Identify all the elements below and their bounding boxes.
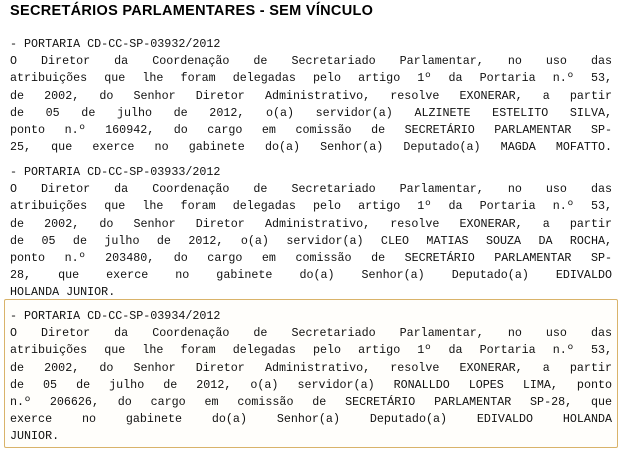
portaria-text-line: de 2002, do Senhor Diretor Administrativo, resolve EXONERAR, a partir [10, 88, 612, 103]
section-heading: SECRETÁRIOS PARLAMENTARES - SEM VÍNCULO [10, 3, 374, 19]
portaria-text-line: O Diretor da Coordenação de Secretariado Parlamentar, no uso das [10, 326, 612, 341]
portaria-text-line: O Diretor da Coordenação de Secretariado Parlamentar, no uso das [10, 54, 612, 69]
portaria-block-1 [10, 36, 612, 156]
portaria-text-line: de 2002, do Senhor Diretor Administrativo, resolve EXONERAR, a partir [10, 360, 612, 375]
portaria-text-line: exerce no gabinete do(a) Senhor(a) Deputado(a) EDIVALDO HOLANDA [10, 412, 612, 427]
portaria-text-line: de 05 de julho de 2012, o(a) servidor(a) CLEO MATIAS SOUZA DA ROCHA, [10, 233, 612, 248]
portaria-block-3 [10, 308, 612, 446]
portaria-text-line: de 05 de julho de 2012, o(a) servidor(a) ALZINETE ESTELITO SILVA, [10, 105, 612, 120]
portaria-text-line: 25, que exerce no gabinete do(a) Senhor(a) Deputado(a) MAGDA MOFATTO. [10, 140, 612, 155]
portaria-text-line: atribuições que lhe foram delegadas pelo artigo 1º da Portaria n.º 53, [10, 343, 612, 358]
portaria-text-line: ponto n.º 160942, do cargo em comissão de SECRETÁRIO PARLAMENTAR SP- [10, 122, 612, 137]
portaria-text-line: HOLANDA JUNIOR. [10, 285, 116, 300]
portaria-text-line: de 05 de julho de 2012, o(a) servidor(a) RONALLDO LOPES LIMA, ponto [10, 377, 612, 392]
portaria-text-line: de 2002, do Senhor Diretor Administrativo, resolve EXONERAR, a partir [10, 216, 612, 231]
portaria-block-2 [10, 164, 612, 302]
portaria-text-line: ponto n.º 203480, do cargo em comissão de SECRETÁRIO PARLAMENTAR SP- [10, 250, 612, 265]
portaria-number: - PORTARIA CD-CC-SP-03932/2012 [10, 37, 221, 51]
portaria-text-line: atribuições que lhe foram delegadas pelo artigo 1º da Portaria n.º 53, [10, 199, 612, 214]
portaria-text-line: 28, que exerce no gabinete do(a) Senhor(a) Deputado(a) EDIVALDO [10, 268, 612, 283]
portaria-text-line: atribuições que lhe foram delegadas pelo artigo 1º da Portaria n.º 53, [10, 71, 612, 86]
portaria-number: - PORTARIA CD-CC-SP-03934/2012 [10, 309, 221, 323]
portaria-number: - PORTARIA CD-CC-SP-03933/2012 [10, 165, 221, 179]
portaria-text-line: JUNIOR. [10, 429, 60, 444]
portaria-text-line: O Diretor da Coordenação de Secretariado Parlamentar, no uso das [10, 182, 612, 197]
portaria-text-line: n.º 206626, do cargo em comissão de SECRETÁRIO PARLAMENTAR SP-28, que [10, 394, 612, 409]
